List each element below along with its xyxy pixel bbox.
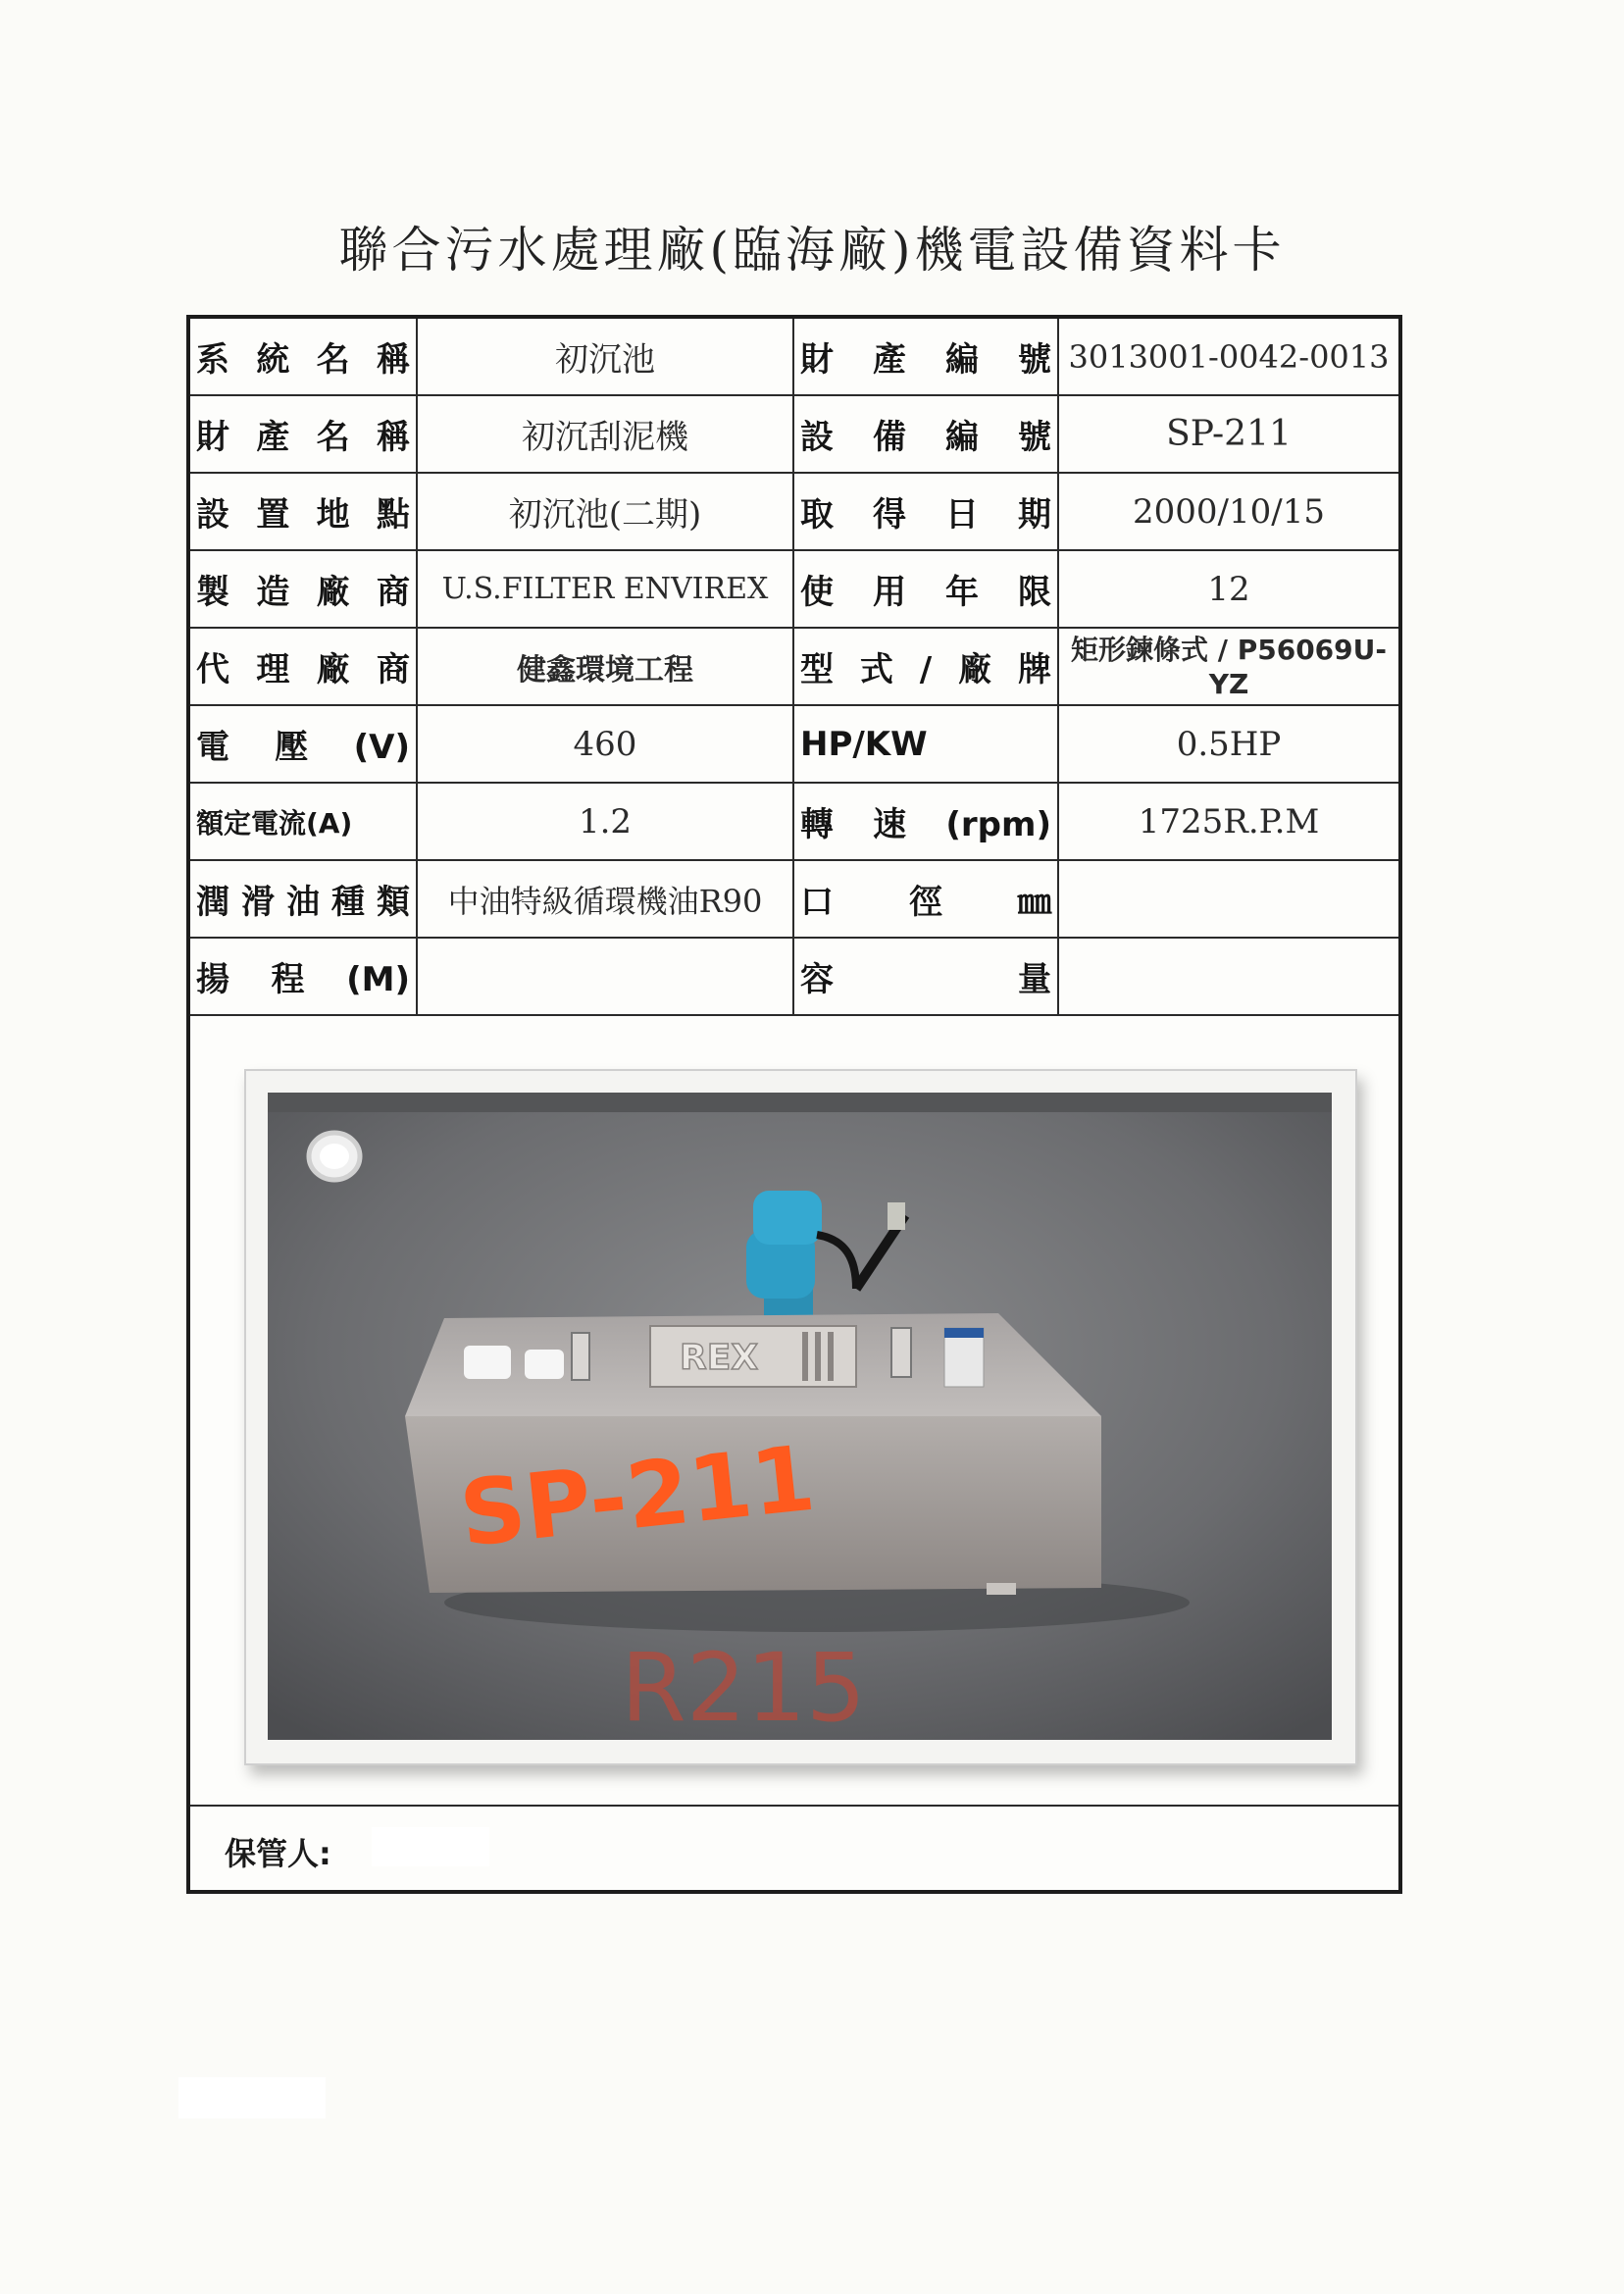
acquisition-date-label: 取得日期	[793, 473, 1058, 550]
speed-label: 轉速(rpm)	[793, 783, 1058, 860]
voltage-value: 460	[417, 705, 793, 783]
keeper-label: 保管人:	[225, 1835, 331, 1872]
system-name-label: 系統名稱	[190, 319, 417, 395]
diameter-value	[1058, 860, 1398, 938]
manufacturer-value: U.S.FILTER ENVIREX	[417, 550, 793, 628]
service-life-value: 12	[1058, 550, 1398, 628]
acquisition-date-value: 2000/10/15	[1058, 473, 1398, 550]
rated-current-value: 1.2	[417, 783, 793, 860]
table-row	[190, 473, 1398, 550]
footer-divider	[190, 1805, 1398, 1807]
hp-kw-value: 0.5HP	[1058, 705, 1398, 783]
keeper-signature-area	[372, 1827, 489, 1866]
manufacturer-label: 製造廠商	[190, 550, 417, 628]
diameter-label: 口 徑 ㎜	[793, 860, 1058, 938]
table-row	[190, 938, 1398, 1015]
page-title: 聯合污水處理廠(臨海廠)機電設備資料卡	[338, 222, 1286, 279]
speed-value: 1725R.P.M	[1058, 783, 1398, 860]
head-label: 揚程(M)	[190, 938, 417, 1015]
table-row	[190, 860, 1398, 938]
equipment-photo-frame	[244, 1069, 1357, 1765]
location-value: 初沉池(二期)	[417, 473, 793, 550]
asset-name-label: 財產名稱	[190, 395, 417, 473]
spec-table	[190, 319, 1398, 1016]
service-life-label: 使用年限	[793, 550, 1058, 628]
capacity-value	[1058, 938, 1398, 1015]
asset-name-value: 初沉刮泥機	[417, 395, 793, 473]
system-name-value: 初沉池	[417, 319, 793, 395]
equipment-number-label: 設備編號	[793, 395, 1058, 473]
asset-number-label: 財產編號	[793, 319, 1058, 395]
capacity-label: 容 量	[793, 938, 1058, 1015]
asset-number-value: 3013001-0042-0013	[1058, 319, 1398, 395]
agent-label: 代理廠商	[190, 628, 417, 705]
table-row	[190, 628, 1398, 705]
model-brand-value: 矩形鍊條式 / P56069U-YZ	[1058, 628, 1398, 705]
rated-current-label: 額定電流(A)	[190, 783, 417, 860]
lubricant-label: 潤滑油種類	[190, 860, 417, 938]
blank-patch	[178, 2077, 326, 2118]
table-row	[190, 705, 1398, 783]
hp-kw-label: HP/KW	[793, 705, 1058, 783]
equipment-photo	[268, 1093, 1332, 1740]
table-row	[190, 395, 1398, 473]
location-label: 設置地點	[190, 473, 417, 550]
agent-value: 健鑫環境工程	[417, 628, 793, 705]
equipment-number-value: SP-211	[1058, 395, 1398, 473]
table-row	[190, 550, 1398, 628]
ground-painted-label: R215	[621, 1633, 866, 1740]
box-painted-label: SP-211	[455, 1425, 820, 1567]
nameplate-text: REX	[680, 1338, 759, 1378]
table-row	[190, 783, 1398, 860]
model-brand-label: 型式/廠牌	[793, 628, 1058, 705]
voltage-label: 電壓(V)	[190, 705, 417, 783]
table-row	[190, 319, 1398, 395]
equipment-card	[186, 315, 1402, 1894]
head-value	[417, 938, 793, 1015]
lubricant-value: 中油特級循環機油R90	[417, 860, 793, 938]
